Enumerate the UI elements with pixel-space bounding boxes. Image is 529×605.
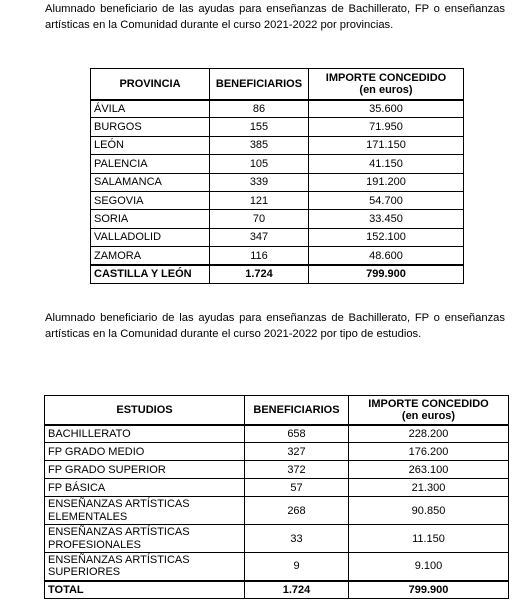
study-beneficiaries: 9 [245, 553, 349, 581]
intro-studies-paragraph: Alumnado beneficiario de las ayudas para enseñanzas de Bachillerato, FP o enseñanzas artísticas en la Comunidad durante el curso 2021-2022 por tipo de estudios. [45, 312, 505, 340]
study-name-line2: ELEMENTALES [48, 510, 128, 523]
study-beneficiaries: 327 [245, 443, 349, 461]
table-row [45, 443, 509, 461]
study-name-line2: PROFESIONALES [48, 538, 141, 551]
table-row [45, 479, 509, 497]
province-beneficiaries: 105 [210, 155, 309, 173]
total-beneficiaries: 1.724 [245, 581, 349, 599]
table-row [91, 191, 464, 209]
table-row [91, 136, 464, 154]
total-beneficiaries: 1.724 [210, 265, 309, 283]
study-beneficiaries: 372 [245, 461, 349, 479]
province-amount: 33.450 [309, 210, 464, 228]
province-amount: 35.600 [309, 100, 464, 118]
province-beneficiaries: 70 [210, 210, 309, 228]
intro-provinces-paragraph: Alumnado beneficiario de las ayudas para enseñanzas de Bachillerato, FP o enseñanzas artísticas en la Comunidad durante el curso 2021-2022 por provincias. [45, 3, 505, 31]
study-name: FP GRADO SUPERIOR [45, 461, 245, 479]
table-row [91, 247, 464, 265]
study-beneficiaries: 658 [245, 425, 349, 443]
study-amount: 21.300 [349, 479, 509, 497]
province-amount: 48.600 [309, 247, 464, 265]
study-name [45, 497, 245, 525]
study-name [45, 553, 245, 581]
province-beneficiaries: 347 [210, 228, 309, 246]
study-amount: 228.200 [349, 425, 509, 443]
header-estudios: ESTUDIOS [45, 396, 245, 425]
province-name: VALLADOLID [91, 228, 210, 246]
study-amount: 90.850 [349, 497, 509, 525]
header-importe [349, 396, 509, 425]
province-name: SORIA [91, 210, 210, 228]
province-beneficiaries: 86 [210, 100, 309, 118]
study-name-line1: ENSEÑANZAS ARTÍSTICAS [48, 553, 190, 566]
province-amount: 191.200 [309, 173, 464, 191]
province-name: SALAMANCA [91, 173, 210, 191]
study-name: BACHILLERATO [45, 425, 245, 443]
header-provincia: PROVINCIA [91, 69, 210, 100]
study-beneficiaries: 33 [245, 525, 349, 553]
header-importe [309, 69, 464, 100]
province-amount: 152.100 [309, 228, 464, 246]
table-row [91, 210, 464, 228]
study-name-line1: ENSEÑANZAS ARTÍSTICAS [48, 498, 190, 510]
province-name: ÁVILA [91, 100, 210, 118]
header-importe-line1: IMPORTE CONCEDIDO [325, 71, 447, 84]
table-row [45, 497, 509, 525]
province-name: ZAMORA [91, 247, 210, 265]
province-amount: 71.950 [309, 118, 464, 136]
province-beneficiaries: 339 [210, 173, 309, 191]
total-name: TOTAL [45, 581, 245, 599]
province-amount: 54.700 [309, 191, 464, 209]
province-amount: 171.150 [309, 136, 464, 154]
table-row [91, 228, 464, 246]
province-beneficiaries: 155 [210, 118, 309, 136]
province-name: LEÓN [91, 136, 210, 154]
table-row [45, 461, 509, 479]
study-amount: 11.150 [349, 525, 509, 553]
study-amount: 176.200 [349, 443, 509, 461]
provinces-table [90, 68, 464, 284]
study-name: FP BÁSICA [45, 479, 245, 497]
province-amount: 41.150 [309, 155, 464, 173]
province-name: SEGOVIA [91, 191, 210, 209]
study-beneficiaries: 57 [245, 479, 349, 497]
header-beneficiarios: BENEFICIARIOS [245, 396, 349, 425]
table-row [91, 155, 464, 173]
table-header-row [91, 69, 464, 100]
header-beneficiarios: BENEFICIARIOS [210, 69, 309, 100]
header-importe-line1: IMPORTE CONCEDIDO [368, 397, 489, 410]
header-importe-line2: (en euros) [401, 409, 456, 422]
total-amount: 799.900 [309, 265, 464, 283]
table-total-row [91, 265, 464, 283]
study-amount: 263.100 [349, 461, 509, 479]
study-amount: 9.100 [349, 553, 509, 581]
province-name: BURGOS [91, 118, 210, 136]
study-name: FP GRADO MEDIO [45, 443, 245, 461]
total-name: CASTILLA Y LEÓN [91, 265, 210, 283]
table-row [45, 553, 509, 581]
table-header-row [45, 396, 509, 425]
study-beneficiaries: 268 [245, 497, 349, 525]
table-row [91, 118, 464, 136]
table-row [45, 425, 509, 443]
header-importe-line2: (en euros) [359, 83, 413, 96]
study-name [45, 525, 245, 553]
study-name-line1: ENSEÑANZAS ARTÍSTICAS [48, 526, 190, 538]
province-name: PALENCIA [91, 155, 210, 173]
table-total-row [45, 581, 509, 599]
study-name-line2: SUPERIORES [48, 566, 121, 579]
table-row [91, 100, 464, 118]
table-row [91, 173, 464, 191]
table-row [45, 525, 509, 553]
total-amount: 799.900 [349, 581, 509, 599]
province-beneficiaries: 116 [210, 247, 309, 265]
province-beneficiaries: 385 [210, 136, 309, 154]
province-beneficiaries: 121 [210, 191, 309, 209]
studies-table [44, 395, 509, 599]
